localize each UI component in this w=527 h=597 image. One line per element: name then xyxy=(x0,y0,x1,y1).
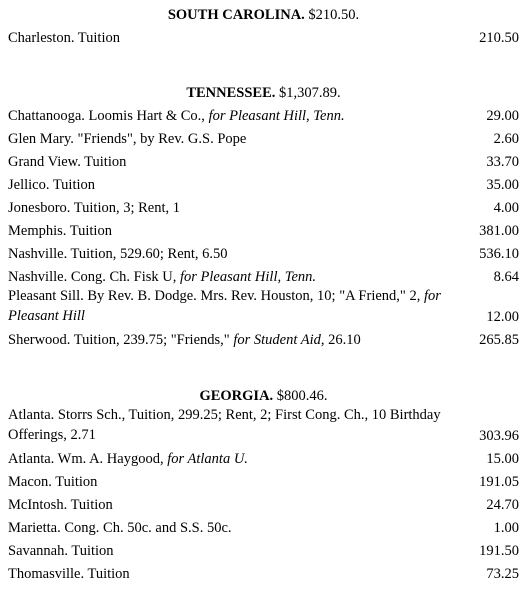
entry-amount: 29.00 xyxy=(486,107,519,124)
entry-description xyxy=(8,286,486,326)
entry-description xyxy=(8,543,479,561)
entry-description xyxy=(8,520,494,538)
entry-description xyxy=(8,108,486,126)
entry-italic-text: for Student Aid xyxy=(233,331,321,348)
entry-text: Macon. Tuition xyxy=(8,473,98,490)
entry-amount: 191.50 xyxy=(479,542,519,559)
entry-text: Nashville. Cong. Ch. Fisk U, xyxy=(8,268,180,285)
entry-amount: 4.00 xyxy=(493,199,519,216)
entry-row xyxy=(8,560,519,583)
entry-list xyxy=(8,24,519,47)
entry-description xyxy=(8,177,486,195)
entry-row xyxy=(8,171,519,194)
entry-description xyxy=(8,497,486,515)
state-total: $210.50. xyxy=(308,7,360,23)
entry-description xyxy=(8,405,479,445)
entry-row xyxy=(8,217,519,240)
entry-italic-text: for Pleasant Hill, Tenn. xyxy=(208,107,345,124)
entry-amount: 210.50 xyxy=(479,29,519,46)
entry-description xyxy=(8,566,486,584)
state-name: GEORGIA. xyxy=(199,388,274,404)
entry-text: Sherwood. Tuition, 239.75; "Friends," xyxy=(8,331,234,348)
entry-amount: 191.05 xyxy=(479,473,519,490)
entry-row xyxy=(8,514,519,537)
entry-description xyxy=(8,269,494,287)
entry-row xyxy=(8,24,519,47)
entry-text: , 26.10 xyxy=(320,331,361,348)
entry-description xyxy=(8,451,486,469)
entry-row xyxy=(8,537,519,560)
entry-amount: 381.00 xyxy=(479,222,519,239)
entry-text: Pleasant Sill. By Rev. B. Dodge. Mrs. Rev. Houston, 10; "A Friend," 2, xyxy=(8,288,424,304)
section-tennessee xyxy=(8,47,519,349)
entry-text: Savannah. Tuition xyxy=(8,542,114,559)
entry-row xyxy=(8,263,519,286)
entry-text: Charleston. Tuition xyxy=(8,29,120,46)
state-name: TENNESSEE. xyxy=(186,85,276,101)
entry-list xyxy=(8,405,519,583)
entry-text: Nashville. Tuition, 529.60; Rent, 6.50 xyxy=(8,245,228,262)
entry-amount: 303.96 xyxy=(479,427,519,444)
state-name: SOUTH CAROLINA. xyxy=(167,7,305,23)
entry-row xyxy=(8,125,519,148)
entry-row xyxy=(8,286,519,326)
entry-row xyxy=(8,194,519,217)
entry-list xyxy=(8,102,519,349)
entry-text: Jellico. Tuition xyxy=(8,176,96,193)
entry-text: Jonesboro. Tuition, 3; Rent, 1 xyxy=(8,199,181,216)
section-heading xyxy=(8,84,519,102)
entry-amount: 15.00 xyxy=(486,450,519,467)
entry-text: Memphis. Tuition xyxy=(8,222,112,239)
entry-text: Glen Mary. "Friends", by Rev. G.S. Pope xyxy=(8,130,247,147)
section-south-carolina xyxy=(8,0,519,47)
entry-description xyxy=(8,131,494,149)
entry-amount: 265.85 xyxy=(479,331,519,348)
entry-row xyxy=(8,468,519,491)
entry-amount: 1.00 xyxy=(493,519,519,536)
entry-italic-text: for Pleasant Hill, Tenn. xyxy=(180,268,317,285)
entry-row xyxy=(8,102,519,125)
entry-row xyxy=(8,326,519,349)
entry-amount: 8.64 xyxy=(493,268,519,285)
entry-row xyxy=(8,148,519,171)
entry-amount: 24.70 xyxy=(486,496,519,513)
entry-text: Thomasville. Tuition xyxy=(8,565,130,582)
entry-amount: 33.70 xyxy=(486,153,519,170)
entry-row xyxy=(8,445,519,468)
entry-text: Grand View. Tuition xyxy=(8,153,127,170)
entry-italic-text: for Pleasant Hill xyxy=(8,288,441,324)
state-total: $1,307.89. xyxy=(279,85,341,101)
entry-amount: 12.00 xyxy=(486,308,519,325)
entry-row xyxy=(8,240,519,263)
section-heading xyxy=(8,6,519,24)
entry-description xyxy=(8,474,479,492)
entry-description xyxy=(8,200,494,218)
entry-text: Marietta. Cong. Ch. 50c. and S.S. 50c. xyxy=(8,519,232,536)
entry-description xyxy=(8,223,479,241)
entry-row xyxy=(8,491,519,514)
section-heading xyxy=(8,387,519,405)
entry-text: Atlanta. Storrs Sch., Tuition, 299.25; Rent, 2; First Cong. Ch., 10 Birthday Offerings, 2.71 xyxy=(8,407,441,443)
entry-row xyxy=(8,405,519,445)
entry-italic-text: for Atlanta U. xyxy=(167,450,248,467)
section-georgia xyxy=(8,349,519,583)
entry-text: McIntosh. Tuition xyxy=(8,496,113,513)
entry-amount: 536.10 xyxy=(479,245,519,262)
state-total: $800.46. xyxy=(276,388,328,404)
entry-text: Chattanooga. Loomis Hart & Co., xyxy=(8,107,209,124)
entry-description xyxy=(8,30,479,48)
entry-description xyxy=(8,154,486,172)
entry-description xyxy=(8,332,479,350)
entry-amount: 35.00 xyxy=(486,176,519,193)
entry-text: Atlanta. Wm. A. Haygood, xyxy=(8,450,168,467)
entry-description xyxy=(8,246,479,264)
entry-amount: 2.60 xyxy=(493,130,519,147)
entry-amount: 73.25 xyxy=(486,565,519,582)
